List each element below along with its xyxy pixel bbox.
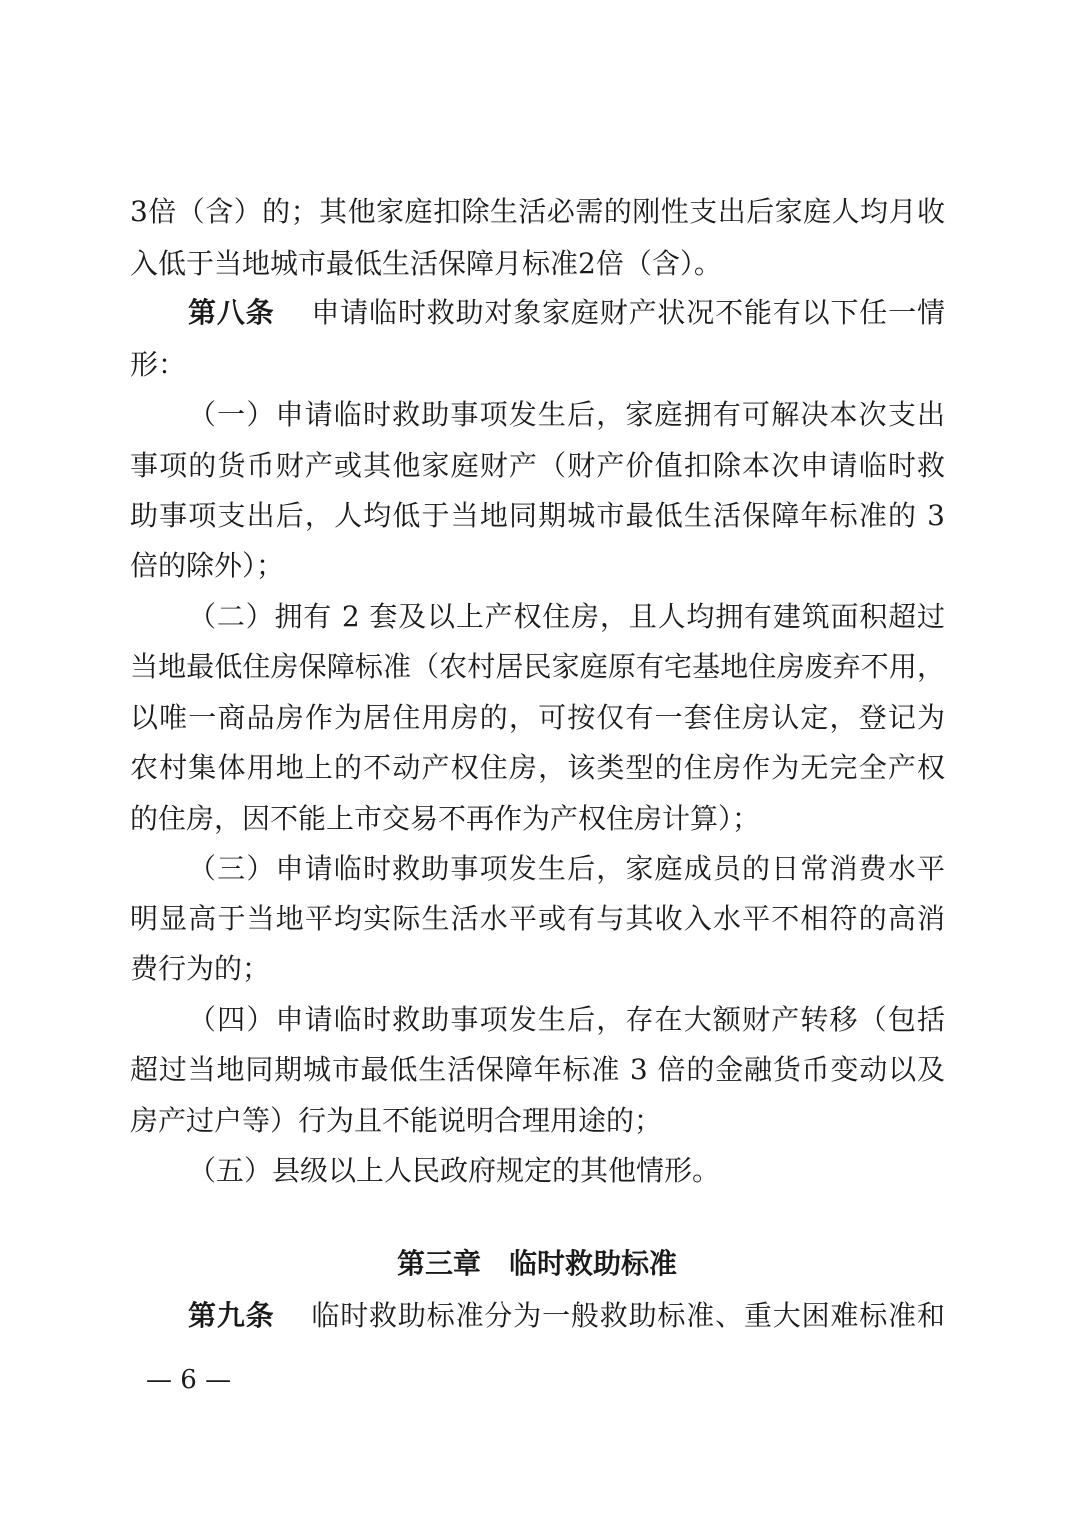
body-line: 当地最低住房保障标准（农村居民家庭原有宅基地住房废弃不用， [130,650,945,683]
body-line: 费行为的； [130,952,271,985]
item-3-line: （三）申请临时救助事项发生后，家庭成员的日常消费水平 [188,852,945,885]
article-8-text: 申请临时救助对象家庭财产状况不能有以下任一情 [310,296,945,329]
item-5-line: （五）县级以上人民政府规定的其他情形。 [188,1154,721,1187]
body-line: 形： [130,348,187,381]
article-9-title: 第九条 [188,1299,275,1332]
body-line: 农村集体用地上的不动产权住房，该类型的住房作为无完全产权 [130,751,945,784]
body-line: 房产过户等）行为且不能说明合理用途的； [130,1104,663,1137]
item-1-line: （一）申请临时救助事项发生后，家庭拥有可解决本次支出 [188,398,945,431]
chapter-heading: 第三章 临时救助标准 [396,1247,677,1280]
body-line: 明显高于当地平均实际生活水平或有与其收入水平不相符的高消 [130,902,945,935]
body-line: 超过当地同期城市最低生活保障年标准 3 倍的金融货币变动以及 [130,1053,945,1086]
item-4-line: （四）申请临时救助事项发生后，存在大额财产转移（包括 [188,1003,945,1036]
body-line: 以唯一商品房作为居住用房的，可按仅有一套住房认定，登记为 [130,701,945,734]
body-line: 事项的货币财产或其他家庭财产（财产价值扣除本次申请临时救 [130,449,945,482]
article-8-title: 第八条 [188,296,275,329]
body-line: 入低于当地城市最低生活保障月标准2倍（含）。 [130,247,722,280]
article-9-text: 临时救助标准分为一般救助标准、重大困难标准和 [310,1299,945,1332]
page-number: — 6 — [146,1365,232,1395]
body-line: 助事项支出后，人均低于当地同期城市最低生活保障年标准的 3 [130,499,945,532]
body-line: 的住房，因不能上市交易不再作为产权住房计算）； [130,802,761,835]
article-9-paragraph [188,1296,945,1336]
item-2-line: （二）拥有 2 套及以上产权住房，且人均拥有建筑面积超过 [188,600,945,633]
article-8-paragraph [188,293,945,333]
body-line: 3倍（含）的；其他家庭扣除生活必需的刚性支出后家庭人均月收 [130,195,945,228]
body-line: 倍的除外）； [130,549,285,582]
